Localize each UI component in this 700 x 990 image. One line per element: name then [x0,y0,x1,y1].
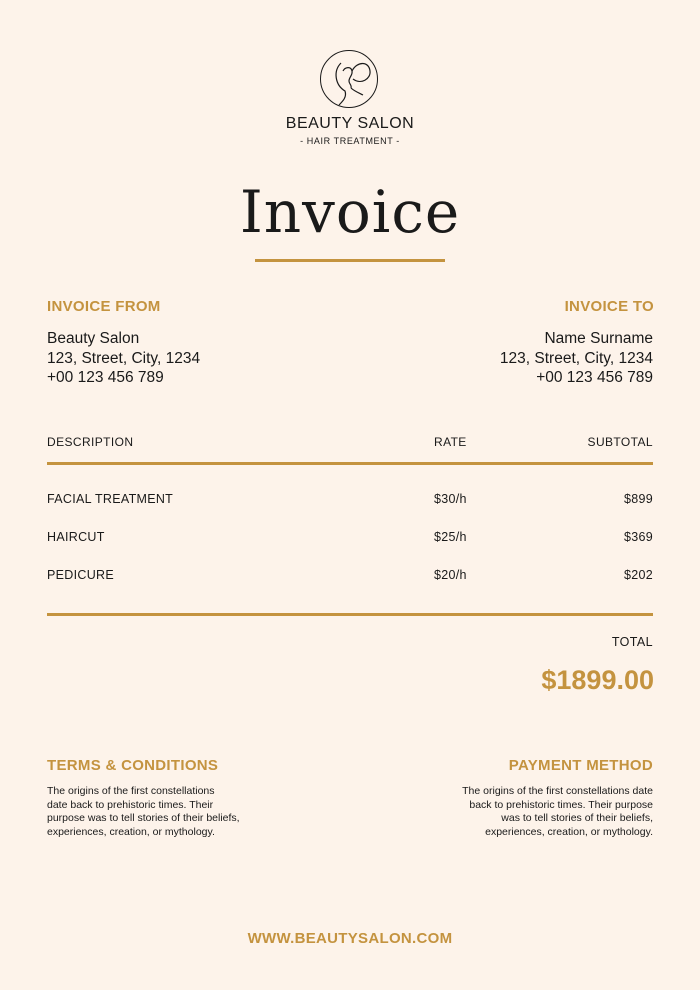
page-title: Invoice [239,178,461,246]
from-name: Beauty Salon [47,330,140,347]
table-row-rate: $20/h [434,568,467,582]
invoice-to-heading: INVOICE TO [564,298,654,315]
table-footer-divider [47,613,653,616]
website-link[interactable]: WWW.BEAUTYSALON.COM [247,930,453,947]
table-row-subtotal: $369 [623,530,653,544]
brand-tagline: - HAIR TREATMENT - [300,136,400,146]
terms-text [47,785,297,839]
title-divider [255,259,445,262]
terms-line: purpose was to tell stories of their beliefs, [47,812,240,824]
column-header-rate: RATE [434,435,467,449]
woman-profile-icon [320,50,378,108]
table-row-subtotal: $899 [623,492,653,506]
column-header-description: DESCRIPTION [47,435,134,449]
table-row-rate: $30/h [434,492,467,506]
table-row-description: FACIAL TREATMENT [47,492,174,506]
payment-line: was to tell stories of their beliefs, [501,812,653,824]
column-header-subtotal: SUBTOTAL [587,435,653,449]
from-phone: +00 123 456 789 [47,369,164,386]
terms-line: The origins of the first constellations [47,785,215,797]
payment-line: experiences, creation, or mythology. [485,825,653,838]
brand-name: BEAUTY SALON [285,115,415,132]
to-address: 123, Street, City, 1234 [499,349,653,367]
payment-line: The origins of the first constellations date [462,785,653,797]
total-amount: $1899.00 [541,665,654,695]
total-label: TOTAL [611,635,653,649]
terms-line: date back to prehistoric times. Their [47,798,214,811]
table-row-description: HAIRCUT [47,530,105,544]
terms-line: experiences, creation, or mythology. [47,825,215,838]
payment-heading: PAYMENT METHOD [508,757,653,774]
table-row-subtotal: $202 [623,568,653,582]
payment-line: back to prehistoric times. Their purpose [469,798,653,811]
from-address: 123, Street, City, 1234 [47,349,201,367]
payment-text [403,785,653,839]
table-header-divider [47,462,653,465]
to-name: Name Surname [544,330,653,347]
table-row-description: PEDICURE [47,568,114,582]
invoice-from-heading: INVOICE FROM [47,298,161,315]
to-phone: +00 123 456 789 [536,369,653,386]
terms-heading: TERMS & CONDITIONS [47,757,219,774]
table-row-rate: $25/h [434,530,467,544]
